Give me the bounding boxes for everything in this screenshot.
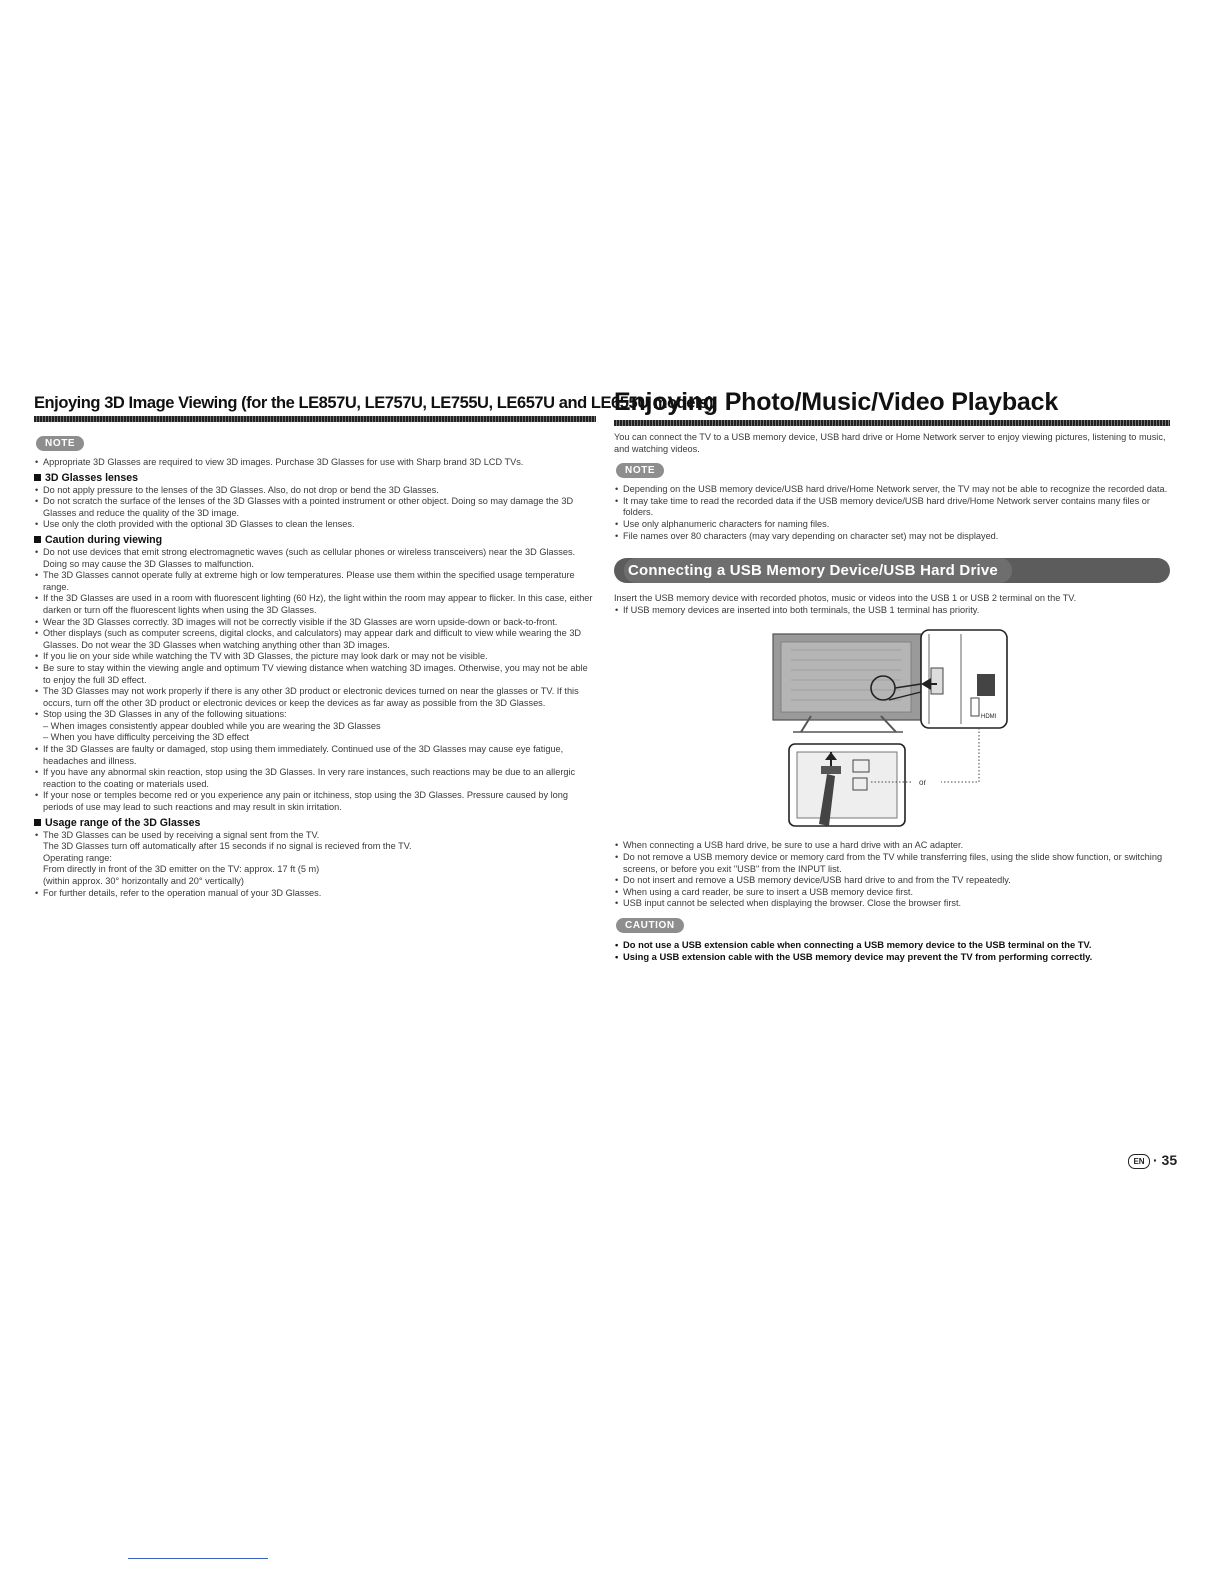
hdmi-label: HDMI [981,714,997,721]
right-column [614,388,1170,962]
language-badge: EN [1128,1154,1150,1169]
caution-badge: CAUTION [616,918,684,933]
page-number: EN · 35 [1128,1152,1177,1169]
section-banner-usb: Connecting a USB Memory Device/USB Hard Drive [614,558,1170,583]
list-item: • Appropriate 3D Glasses are required to view 3D images. Purchase 3D Glasses for use with Sharp brand 3D LCD TVs. [34,457,596,469]
list-item: • Do not apply pressure to the lenses of the 3D Glasses. Also, do not drop or bend the 3D Glasses. [34,485,596,497]
heading-rule [614,420,1170,426]
list-item: • USB input cannot be selected when displaying the browser. Close the browser first. [614,898,1170,910]
left-column [34,388,713,899]
usb-connection-illustration [771,628,1011,830]
list-item: – When images consistently appear doubled while you are wearing the 3D Glasses [43,720,381,731]
list-item: • If the 3D Glasses are used in a room with fluorescent lighting (60 Hz), the light within the room may appear to flicker. In this case, either darken or turn off the fluorescent lights when using the 3D Glasses. [34,593,596,616]
usage-list [34,830,596,900]
list-item: • Be sure to stay within the viewing angle and optimum TV viewing distance when watching 3D images. Otherwise, you may not be able to enjoy the full 3D effect. [34,663,596,686]
list-item: • Do not insert and remove a USB memory device/USB hard drive to and from the TV repeatedly. [614,875,1170,887]
lenses-list [34,485,596,531]
list-item: • The 3D Glasses may not work properly if there is any other 3D product or electronic devices turned on near the glasses or TV. If this occurs, turn off the other 3D product or electronic devices or keep the devices as far away as possible from the 3D Glasses. [34,686,596,709]
list-item: • If the 3D Glasses are faulty or damaged, stop using them immediately. Continued use of the 3D Glasses may cause eye fatigue, headaches and illness. [34,744,596,767]
list-item: • The 3D Glasses can be used by receiving a signal sent from the TV. [34,830,596,842]
list-item: • Stop using the 3D Glasses in any of the following situations: [34,709,596,721]
list-item: • When using a card reader, be sure to insert a USB memory device first. [614,887,1170,899]
list-item: • If you have any abnormal skin reaction, stop using the 3D Glasses. In very rare instances, such reactions may be due to an allergic reaction to the coating or materials used. [34,767,596,790]
list-item: • Do not scratch the surface of the lenses of the 3D Glasses with a pointed instrument or other object. Doing so may damage the 3D Glasses and reduce the quality of the 3D image. [34,496,596,519]
square-bullet-icon [34,536,41,543]
subheading-lenses: 3D Glasses lenses [34,472,596,484]
list-item: (within approx. 30° horizontally and 20° vertically) [43,876,244,886]
list-item: • Do not use devices that emit strong electromagnetic waves (such as cellular phones or wireless transceivers) near the 3D Glasses. Doing so may cause the 3D Glasses to malfunction. [34,547,596,570]
note-badge: NOTE [36,436,84,451]
caution-list [614,939,1170,962]
list-item: From directly in front of the 3D emitter on the TV: approx. 17 ft (5 m) [43,864,320,875]
list-item: • If USB memory devices are inserted into both terminals, the USB 1 terminal has priority. [614,605,1170,617]
note-list [34,457,596,469]
list-item: • If your nose or temples become red or you experience any pain or itchiness, stop using the 3D Glasses. Pressure caused by long periods of use may lead to such reactions and may result in skin irritation. [34,790,596,813]
section-heading-playback: Enjoying Photo/Music/Video Playback [614,388,1059,416]
list-item: • Using a USB extension cable with the USB memory device may prevent the TV from performing correctly. [614,951,1170,963]
list-item: The 3D Glasses turn off automatically after 15 seconds if no signal is recieved from the TV. [43,841,412,852]
tv-usb-diagram-icon [771,628,1011,830]
list-item: • Do not use a USB extension cable when connecting a USB memory device to the USB terminal on the TV. [614,939,1170,951]
caution-list [34,547,596,814]
list-item: – When you have difficulty perceiving the 3D effect [43,732,249,743]
list-item: • Use only the cloth provided with the optional 3D Glasses to clean the lenses. [34,519,596,531]
list-item: • Do not remove a USB memory device or memory card from the TV while transferring files, using the slide show function, or switching screens, or before you exit "USB" from the INPUT list. [614,852,1170,875]
usb-notes-list [614,840,1170,910]
intro-paragraph: You can connect the TV to a USB memory device, USB hard drive or Home Network server to enjoy viewing pictures, listening to music, and watching videos. [614,432,1166,454]
footer-line [128,1558,268,1559]
list-item: • Depending on the USB memory device/USB hard drive/Home Network server, the TV may not be able to recognize the recorded data. [614,484,1170,496]
list-item: Operating range: [43,852,112,863]
list-item: • Other displays (such as computer screens, digital clocks, and calculators) may appear dark and difficult to view while wearing the 3D Glasses. Do not wear the 3D Glasses when watching anything other than 3D images. [34,628,596,651]
priority-list [614,605,1170,617]
square-bullet-icon [34,819,41,826]
subheading-usage: Usage range of the 3D Glasses [34,817,596,829]
heading-rule [34,416,596,422]
list-item: • Use only alphanumeric characters for naming files. [614,519,1170,531]
list-item: • Wear the 3D Glasses correctly. 3D images will not be correctly visible if the 3D Glasses are worn upside-down or back-to-front. [34,617,596,629]
list-item: • File names over 80 characters (may vary depending on character set) may not be displayed. [614,531,1170,543]
list-item: • The 3D Glasses cannot operate fully at extreme high or low temperatures. Please use them within the specified usage temperature range. [34,570,596,593]
note-badge: NOTE [616,463,664,478]
or-label: or [919,778,927,788]
list-item: • If you lie on your side while watching the TV with 3D Glasses, the picture may look dark or may not be visible. [34,651,596,663]
list-item: • It may take time to read the recorded data if the USB memory device/USB hard drive/Home Network server contains many files or folders. [614,496,1170,519]
subheading-caution: Caution during viewing [34,534,596,546]
list-item: • When connecting a USB hard drive, be sure to use a hard drive with an AC adapter. [614,840,1170,852]
section-heading-3d: Enjoying 3D Image Viewing (for the LE857U, LE757U, LE755U, LE657U and LE655U models) [34,394,713,412]
list-item: • For further details, refer to the operation manual of your 3D Glasses. [34,888,596,900]
square-bullet-icon [34,474,41,481]
insert-paragraph: Insert the USB memory device with recorded photos, music or videos into the USB 1 or USB 2 terminal on the TV. [614,593,1077,604]
note-list [614,484,1170,542]
